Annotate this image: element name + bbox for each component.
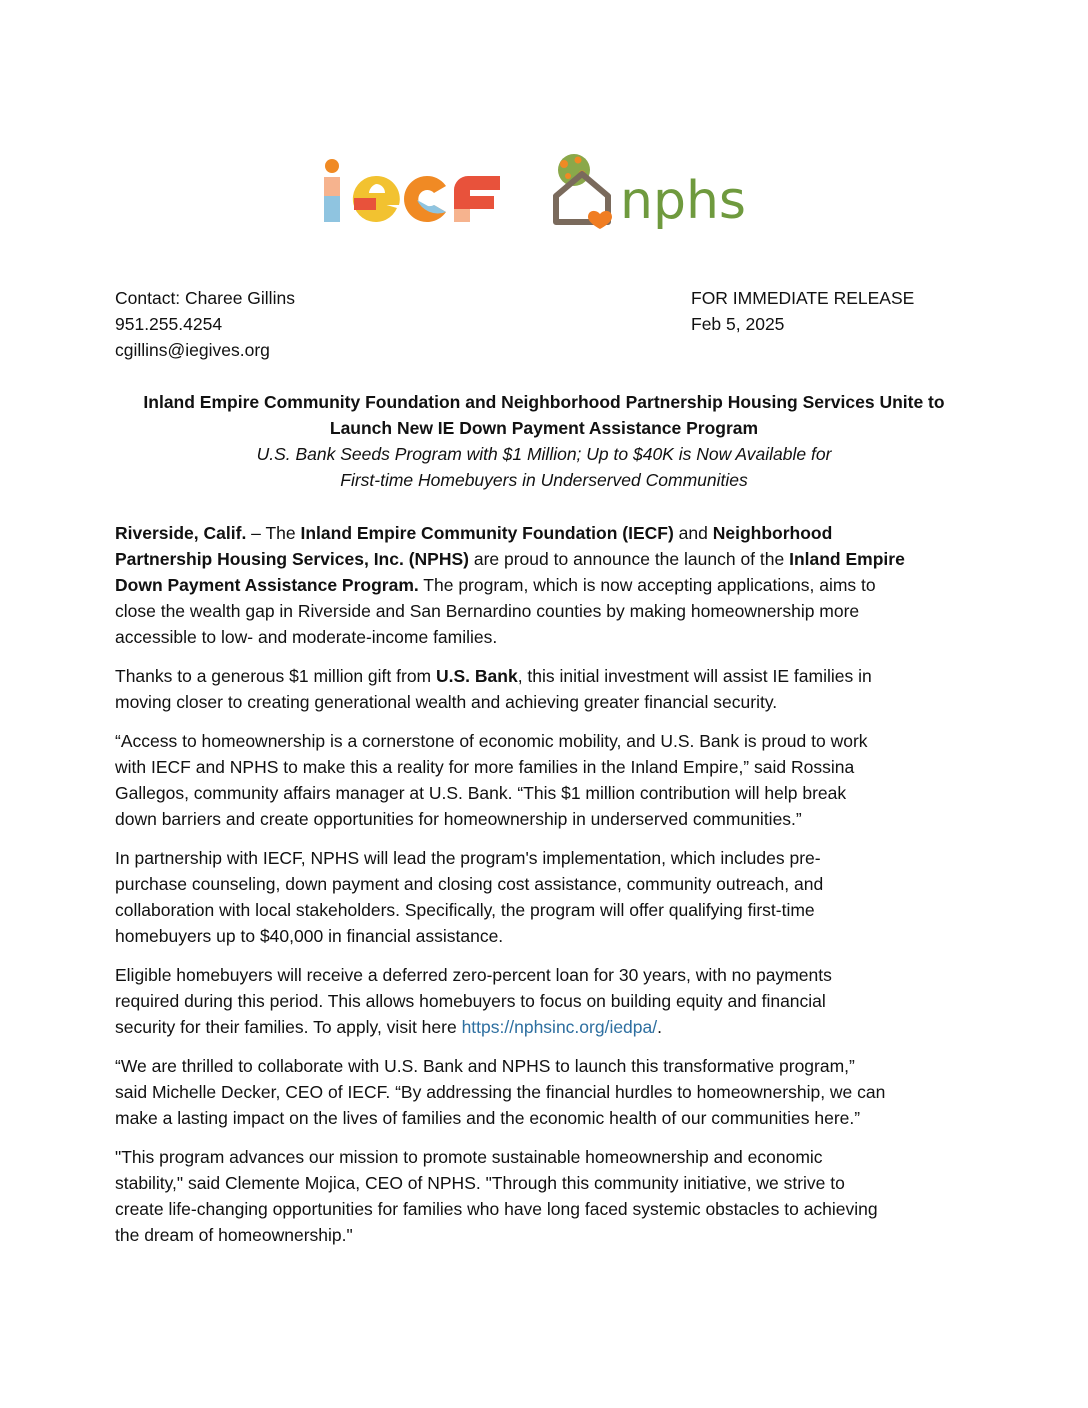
nphs-logo-heart — [588, 211, 612, 229]
headline-subtitle-line2: First-time Homebuyers in Underserved Communities — [340, 470, 748, 490]
headline — [100, 389, 988, 493]
paragraph-7: "This program advances our mission to promote sustainable homeownership and economic stability," said Clemente Mojica, CEO of NPHS. "Through this community initiative, we strive to create life-changing opportunities for families who have long faced systemic obstacles to achieving the dream of homeownership." — [115, 1147, 878, 1245]
contact-name: Contact: Charee Gillins — [115, 288, 295, 308]
iecf-logo-c — [404, 176, 446, 222]
headline-title-line2: Launch New IE Down Payment Assistance Program — [329, 418, 759, 438]
nphs-logo — [548, 152, 758, 242]
dateline: Riverside, Calif. — [115, 523, 247, 543]
iecf-logo-i-dot — [325, 159, 339, 173]
paragraph-6: “We are thrilled to collaborate with U.S. Bank and NPHS to launch this transformative program,” said Michelle Decker, CEO of IECF. “By addressing the financial hurdles to homeownership, we can make a lasting impact on the lives of families and the economic health of our communities here.” — [115, 1056, 886, 1128]
iecf-logo — [318, 152, 500, 232]
release-status: FOR IMMEDIATE RELEASE — [691, 288, 915, 308]
paragraph-3: “Access to homeownership is a cornerstone of economic mobility, and U.S. Bank is proud to work with IECF and NPHS to make this a reality for more families in the Inland Empire,” said Rossina Gallegos, community affairs manager at U.S. Bank. “This $1 million contribution will help break down barriers and create opportunities for homeownership in underserved communities.” — [115, 731, 868, 829]
paragraph-4: In partnership with IECF, NPHS will lead the program's implementation, which includes pre- purchase counseling, down payment and closing cost assistance, community outreach, and collaboration with local stakeholders. Specifically, the program will offer qualifying first-time homebuyers up to $40,000 in financial assistance. — [115, 848, 824, 946]
headline-subtitle-line1: U.S. Bank Seeds Program with $1 Million; Up to $40K is Now Available for — [256, 444, 832, 464]
apply-link[interactable]: https://nphsinc.org/iedpa/ — [461, 1017, 658, 1037]
paragraph-5: Eligible homebuyers will receive a deferred zero-percent loan for 30 years, with no payments required during this period. This allows homebuyers to focus on building equity and financial security for their families. To apply, visit here https://nphsinc.org/iedpa/. — [115, 965, 832, 1037]
release-date: Feb 5, 2025 — [691, 314, 785, 334]
paragraph-1: Riverside, Calif. – The Inland Empire Community Foundation (IECF) and Neighborhood Partnership Housing Services, Inc. (NPHS) are proud to announce the launch of the Inland Empire Down Payment Assistance Program. The program, which is now accepting applications, aims to close the wealth gap in Riverside and San Bernardino counties by making homeownership more accessible to low- and moderate-income families. — [115, 523, 905, 647]
release-block — [691, 285, 914, 337]
logo-bar — [318, 152, 758, 242]
contact-email[interactable]: cgillins@iegives.org — [115, 340, 270, 360]
contact-phone: 951.255.4254 — [115, 314, 223, 334]
nphs-logo-text: nphs — [620, 171, 747, 231]
article-body — [115, 520, 977, 1261]
paragraph-2: Thanks to a generous $1 million gift from U.S. Bank, this initial investment will assist IE families in moving closer to creating generational wealth and achieving greater financial security. — [115, 666, 872, 712]
headline-title-line1: Inland Empire Community Foundation and Neighborhood Partnership Housing Services Unite to — [143, 392, 945, 412]
contact-block — [115, 285, 295, 363]
